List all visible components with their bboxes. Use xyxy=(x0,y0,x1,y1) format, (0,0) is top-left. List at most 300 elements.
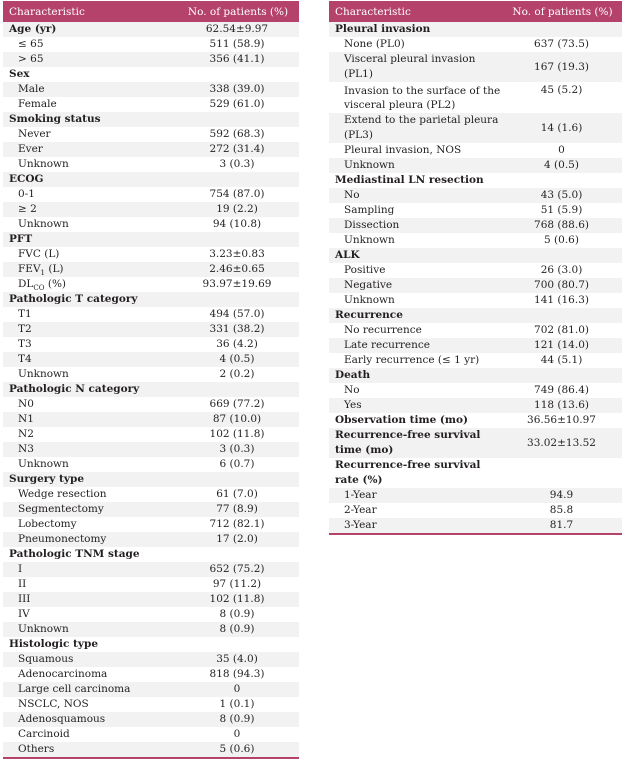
label-text: Smoking status xyxy=(9,113,101,125)
subcategory-label xyxy=(3,337,175,352)
patients-value xyxy=(501,308,622,323)
category-label xyxy=(3,232,175,247)
table-row xyxy=(329,22,622,37)
characteristics-table-right xyxy=(329,1,622,535)
subcategory-label xyxy=(3,727,175,742)
table-row xyxy=(3,292,299,307)
label-text: Unknown xyxy=(344,294,395,306)
patients-value xyxy=(175,232,299,247)
category-label xyxy=(329,173,501,188)
category-label xyxy=(329,248,501,263)
table-row xyxy=(3,187,299,202)
label-suffix: (L) xyxy=(45,263,64,275)
table-row xyxy=(3,337,299,352)
label-text: Late recurrence xyxy=(344,339,430,351)
label-text: ≤ 65 xyxy=(18,38,44,50)
label-text: Female xyxy=(18,98,57,110)
label-text: N2 xyxy=(18,428,34,440)
label-text: II xyxy=(18,578,27,590)
table-row xyxy=(3,442,299,457)
patients-value: 338 (39.0) xyxy=(175,82,299,97)
subcategory-label xyxy=(3,742,175,758)
patients-value: 712 (82.1) xyxy=(209,518,265,530)
table-row xyxy=(3,277,299,292)
patients-value: 749 (86.4) xyxy=(534,384,589,396)
label-text: FEV xyxy=(18,263,41,275)
patients-value xyxy=(501,22,622,37)
table-header-row xyxy=(3,1,299,22)
patients-value: 331 (38.2) xyxy=(175,322,299,337)
table-row xyxy=(329,233,622,248)
label-text: PFT xyxy=(9,233,33,245)
table-row xyxy=(3,652,299,667)
label-text: 1-Year xyxy=(344,489,377,501)
subcategory-label xyxy=(3,157,175,172)
patients-value: 26 (3.0) xyxy=(540,264,583,276)
label-text: Negative xyxy=(344,279,393,291)
label-text: N1 xyxy=(18,413,34,425)
label-text: Recurrence-free survival time (mo) xyxy=(335,429,481,456)
label-text: Pathologic TNM stage xyxy=(9,548,140,560)
subcategory-label xyxy=(329,233,501,248)
patients-value: 102 (11.8) xyxy=(175,592,299,607)
label-text: Mediastinal LN resection xyxy=(335,174,484,186)
label-text: Large cell carcinoma xyxy=(18,683,131,695)
label-text: N0 xyxy=(18,398,34,410)
table-row xyxy=(3,667,299,682)
table-row xyxy=(3,547,299,562)
label-text: I xyxy=(18,563,23,575)
label-text: Unknown xyxy=(18,623,69,635)
label-text: Dissection xyxy=(344,219,400,231)
table-row xyxy=(3,592,299,607)
patients-value: 167 (19.3) xyxy=(501,52,622,82)
table-row xyxy=(3,727,299,742)
label-text: Recurrence xyxy=(335,309,403,321)
subcategory-label xyxy=(329,398,501,413)
patients-value: 8 (0.9) xyxy=(219,608,255,620)
subcategory-label xyxy=(329,353,501,368)
table-row xyxy=(3,712,299,727)
patients-value: 3 (0.3) xyxy=(219,158,255,170)
table-row xyxy=(3,217,299,232)
patients-value: 494 (57.0) xyxy=(209,308,265,320)
label-text: Unknown xyxy=(18,158,69,170)
patients-value: 669 (77.2) xyxy=(209,398,265,410)
table-row xyxy=(3,52,299,67)
table-row xyxy=(329,82,622,113)
label-text: Early recurrence (≤ 1 yr) xyxy=(344,354,480,366)
subcategory-label xyxy=(3,247,175,262)
label-subscript: CO xyxy=(33,284,45,293)
label-text: ALK xyxy=(335,249,360,261)
table-row xyxy=(3,202,299,217)
subcategory-label xyxy=(3,712,175,727)
subcategory-label xyxy=(3,502,175,517)
table-row xyxy=(3,742,299,758)
table-row xyxy=(3,262,299,277)
table-row xyxy=(3,472,299,487)
patients-value xyxy=(175,292,299,307)
subcategory-label xyxy=(3,142,175,157)
label-text: Unknown xyxy=(18,458,69,470)
patients-value: 35 (4.0) xyxy=(175,652,299,667)
label-text: Squamous xyxy=(18,653,74,665)
subcategory-label xyxy=(3,517,175,532)
subcategory-label xyxy=(3,697,175,712)
subcategory-label xyxy=(329,263,501,278)
patients-value: 6 (0.7) xyxy=(219,458,255,470)
table-row xyxy=(3,322,299,337)
patients-value: 529 (61.0) xyxy=(209,98,265,110)
patients-value: 1 (0.1) xyxy=(219,698,255,710)
subcategory-label xyxy=(329,218,501,233)
table-row xyxy=(3,97,299,112)
category-label xyxy=(3,67,175,82)
table-row xyxy=(329,323,622,338)
table-row xyxy=(3,412,299,427)
characteristic-header: Characteristic xyxy=(3,1,175,22)
subcategory-label xyxy=(329,113,501,143)
table-row xyxy=(3,157,299,172)
subcategory-label xyxy=(3,37,175,52)
subcategory-label xyxy=(329,293,501,308)
label-suffix: (%) xyxy=(44,278,67,290)
subcategory-label xyxy=(329,203,501,218)
label-text: None (PL0) xyxy=(344,38,405,50)
subcategory-label xyxy=(3,427,175,442)
patients-value xyxy=(175,547,299,562)
patients-value: 102 (11.8) xyxy=(209,428,265,440)
label-text: Visceral pleural invasion (PL1) xyxy=(344,53,476,80)
category-label xyxy=(329,22,501,37)
table-row xyxy=(329,353,622,368)
subcategory-label xyxy=(3,652,175,667)
subcategory-label xyxy=(329,143,501,158)
subcategory-label xyxy=(3,397,175,412)
patients-value xyxy=(175,112,299,127)
patients-value: 592 (68.3) xyxy=(209,128,265,140)
table-row xyxy=(329,278,622,293)
table-row xyxy=(3,682,299,697)
patients-value: 2 (0.2) xyxy=(219,368,255,380)
table-row xyxy=(329,188,622,203)
patients-header: No. of patients (%) xyxy=(501,1,622,22)
subcategory-label xyxy=(3,187,175,202)
patients-value: 44 (5.1) xyxy=(540,354,583,366)
label-text: T1 xyxy=(18,308,32,320)
patients-value: 3 (0.3) xyxy=(175,442,299,457)
table-row xyxy=(3,382,299,397)
patients-value: 45 (5.2) xyxy=(540,84,583,96)
table-row xyxy=(3,622,299,637)
table-row xyxy=(3,517,299,532)
label-text: Adenosquamous xyxy=(18,713,106,725)
patients-value: 4 (0.5) xyxy=(501,158,622,173)
label-text: Male xyxy=(18,83,45,95)
label-text: Segmentectomy xyxy=(18,503,104,515)
label-text: Sex xyxy=(9,68,30,80)
label-text: Pleural invasion xyxy=(335,23,431,35)
patients-value: 5 (0.6) xyxy=(175,742,299,758)
patients-value: 93.97±19.69 xyxy=(202,278,272,290)
table-row xyxy=(3,532,299,547)
patients-value: 33.02±13.52 xyxy=(501,428,622,458)
label-text: 3-Year xyxy=(344,519,377,531)
table-row xyxy=(3,142,299,157)
label-text: Wedge resection xyxy=(18,488,107,500)
label-text: Others xyxy=(18,743,55,755)
table-row xyxy=(3,82,299,97)
label-text: ECOG xyxy=(9,173,44,185)
patients-value xyxy=(175,67,299,82)
label-text: Histologic type xyxy=(9,638,99,650)
label-text: Yes xyxy=(344,399,362,411)
table-row xyxy=(3,247,299,262)
patients-value: 62.54±9.97 xyxy=(175,22,299,37)
label-text: Unknown xyxy=(344,159,395,171)
category-label xyxy=(3,637,175,652)
patients-value xyxy=(175,637,299,652)
patients-value: 5 (0.6) xyxy=(544,234,579,246)
subcategory-label xyxy=(3,442,175,457)
patients-value: 17 (2.0) xyxy=(175,532,299,547)
table-row xyxy=(329,293,622,308)
patients-header: No. of patients (%) xyxy=(175,1,299,22)
subcategory-label xyxy=(3,262,175,277)
patients-value xyxy=(501,368,622,383)
subcategory-label xyxy=(329,488,501,503)
category-label xyxy=(329,413,501,428)
label-text: Unknown xyxy=(344,234,395,246)
table-row xyxy=(3,307,299,322)
patients-value: 94.9 xyxy=(501,488,622,503)
patients-value: 702 (81.0) xyxy=(534,324,589,336)
table-row xyxy=(3,607,299,622)
category-label xyxy=(3,112,175,127)
label-text: Observation time (mo) xyxy=(335,414,468,426)
label-text: Surgery type xyxy=(9,473,85,485)
subcategory-label xyxy=(329,503,501,518)
label-text: Recurrence-free survival rate (%) xyxy=(335,459,481,486)
category-label xyxy=(3,292,175,307)
subcategory-label xyxy=(3,217,175,232)
label-text: Invasion to the surface of the visceral pleura (PL2) xyxy=(344,84,501,111)
subcategory-label xyxy=(3,82,175,97)
table-row xyxy=(3,562,299,577)
subcategory-label xyxy=(3,667,175,682)
table-row xyxy=(329,383,622,398)
label-text: No recurrence xyxy=(344,324,422,336)
subcategory-label xyxy=(329,383,501,398)
subcategory-label xyxy=(3,532,175,547)
label-text: NSCLC, NOS xyxy=(18,698,89,710)
patients-value: 77 (8.9) xyxy=(175,502,299,517)
table-row xyxy=(329,158,622,173)
label-text: DL xyxy=(18,278,34,290)
patients-value: 768 (88.6) xyxy=(501,218,622,233)
patients-value: 356 (41.1) xyxy=(175,52,299,67)
subcategory-label xyxy=(329,518,501,534)
patients-value: 51 (5.9) xyxy=(540,204,583,216)
table-row xyxy=(329,173,622,188)
subcategory-label xyxy=(3,457,175,472)
table-row xyxy=(3,637,299,652)
table-row xyxy=(3,127,299,142)
label-text: Pleural invasion, NOS xyxy=(344,144,462,156)
subcategory-label xyxy=(329,278,501,293)
table-row xyxy=(3,487,299,502)
patients-value: 87 (10.0) xyxy=(175,412,299,427)
table-row xyxy=(3,232,299,247)
patients-value: 43 (5.0) xyxy=(501,188,622,203)
subcategory-label xyxy=(329,52,501,82)
label-text: Never xyxy=(18,128,51,140)
table-row xyxy=(329,37,622,52)
subcategory-label xyxy=(3,97,175,112)
patients-value: 0 xyxy=(558,144,565,156)
label-text: T2 xyxy=(18,323,32,335)
patients-value: 14 (1.6) xyxy=(501,113,622,143)
label-text: 2-Year xyxy=(344,504,377,516)
patients-value: 700 (80.7) xyxy=(501,278,622,293)
patients-value xyxy=(501,458,622,488)
patients-value: 272 (31.4) xyxy=(175,142,299,157)
subcategory-label xyxy=(3,277,175,292)
table-row xyxy=(329,143,622,158)
label-text: N3 xyxy=(18,443,34,455)
label-text: ≥ 2 xyxy=(18,203,37,215)
label-text: Age (yr) xyxy=(9,23,57,35)
patients-value: 85.8 xyxy=(549,504,574,516)
table-row xyxy=(329,428,622,458)
subcategory-label xyxy=(3,682,175,697)
label-text: IV xyxy=(18,608,30,620)
table-row xyxy=(329,218,622,233)
patients-value: 8 (0.9) xyxy=(175,622,299,637)
table-row xyxy=(3,577,299,592)
table-row xyxy=(329,203,622,218)
category-label xyxy=(3,472,175,487)
category-label xyxy=(3,172,175,187)
patients-value xyxy=(175,472,299,487)
subcategory-label xyxy=(3,487,175,502)
subcategory-label xyxy=(3,367,175,382)
table-row xyxy=(329,263,622,278)
table-row xyxy=(3,37,299,52)
patients-value: 118 (13.6) xyxy=(501,398,622,413)
table-row xyxy=(329,113,622,143)
patients-value: 8 (0.9) xyxy=(175,712,299,727)
patients-value: 652 (75.2) xyxy=(175,562,299,577)
label-text: No xyxy=(344,189,360,201)
patients-value: 637 (73.5) xyxy=(534,38,589,50)
characteristics-table-left xyxy=(3,1,299,759)
subcategory-label xyxy=(3,322,175,337)
subcategory-label xyxy=(3,307,175,322)
patients-value: 94 (10.8) xyxy=(212,218,262,230)
label-text: III xyxy=(18,593,31,605)
subcategory-label xyxy=(3,202,175,217)
category-label xyxy=(3,22,175,37)
label-text: Positive xyxy=(344,264,386,276)
table-row xyxy=(3,22,299,37)
label-text: Adenocarcinoma xyxy=(18,668,108,680)
label-text: Pneumonectomy xyxy=(18,533,107,545)
table-row xyxy=(3,427,299,442)
label-text: No xyxy=(344,384,360,396)
table-row xyxy=(329,52,622,82)
label-text: Pathologic T category xyxy=(9,293,138,305)
subcategory-label xyxy=(329,338,501,353)
subcategory-label xyxy=(329,158,501,173)
patients-value: 754 (87.0) xyxy=(209,188,265,200)
label-text: FVC (L) xyxy=(18,248,60,260)
table-row xyxy=(329,338,622,353)
subcategory-label xyxy=(3,562,175,577)
subcategory-label xyxy=(329,188,501,203)
table-row xyxy=(329,248,622,263)
patients-value xyxy=(175,382,299,397)
subcategory-label xyxy=(3,127,175,142)
table-row xyxy=(329,458,622,488)
label-text: Sampling xyxy=(344,204,395,216)
patients-value: 0 xyxy=(233,728,241,740)
category-label xyxy=(3,382,175,397)
patients-value: 818 (94.3) xyxy=(209,668,265,680)
patients-value: 121 (14.0) xyxy=(501,338,622,353)
subcategory-label xyxy=(3,352,175,367)
table-row xyxy=(3,67,299,82)
table-row xyxy=(3,397,299,412)
table-row xyxy=(3,697,299,712)
patients-value: 2.46±0.65 xyxy=(175,262,299,277)
characteristic-header: Characteristic xyxy=(329,1,501,22)
table-row xyxy=(3,367,299,382)
patients-value xyxy=(175,172,299,187)
subcategory-label xyxy=(3,607,175,622)
patients-value: 97 (11.2) xyxy=(212,578,262,590)
category-label xyxy=(329,308,501,323)
subcategory-label xyxy=(3,577,175,592)
patients-value xyxy=(501,173,622,188)
category-label xyxy=(3,547,175,562)
subcategory-label xyxy=(3,412,175,427)
table-row xyxy=(329,368,622,383)
patients-value: 61 (7.0) xyxy=(216,488,258,500)
patients-value: 511 (58.9) xyxy=(209,38,265,50)
subcategory-label xyxy=(3,52,175,67)
table-row xyxy=(3,502,299,517)
table-row xyxy=(3,457,299,472)
subcategory-label xyxy=(3,622,175,637)
label-text: T3 xyxy=(18,338,32,350)
category-label xyxy=(329,458,501,488)
category-label xyxy=(329,368,501,383)
label-text: Ever xyxy=(18,143,43,155)
label-text: Lobectomy xyxy=(18,518,77,530)
patients-value: 19 (2.2) xyxy=(175,202,299,217)
patients-value: 4 (0.5) xyxy=(175,352,299,367)
patients-value: 36 (4.2) xyxy=(216,338,258,350)
table-row xyxy=(3,352,299,367)
label-text: Death xyxy=(335,369,371,381)
label-text: Unknown xyxy=(18,368,69,380)
label-text: 0-1 xyxy=(18,188,35,200)
table-row xyxy=(3,112,299,127)
label-text: > 65 xyxy=(18,53,44,65)
table-row xyxy=(329,518,622,534)
